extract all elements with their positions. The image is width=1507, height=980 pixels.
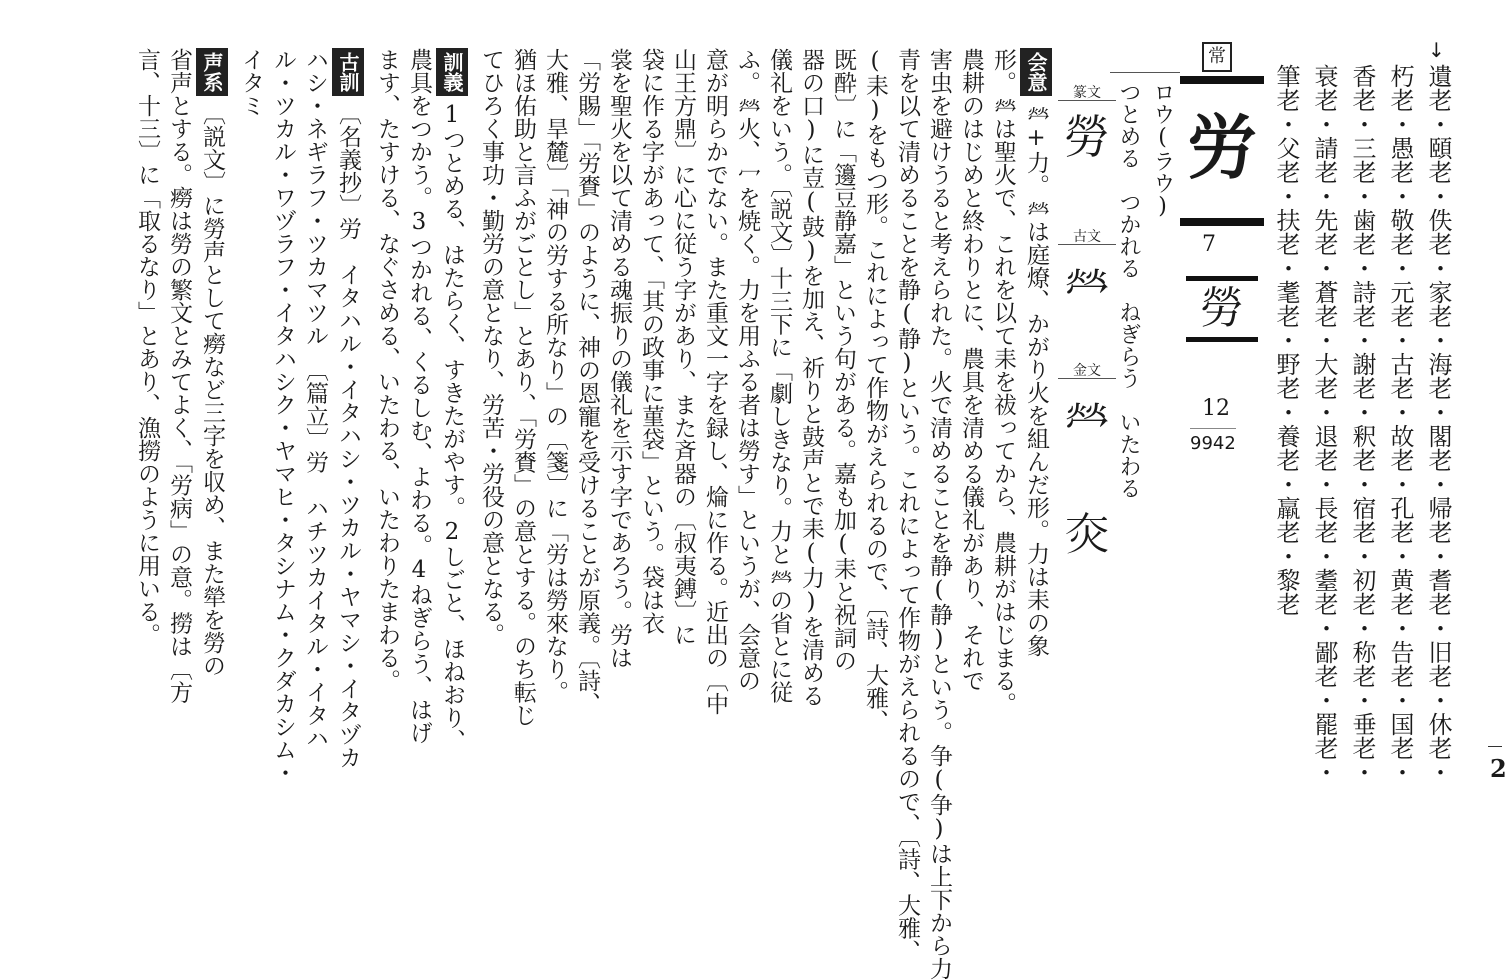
compound-column: 衰老・請老・先老・蒼老・大老・退老・長老・耋老・鄙老・罷老・ (1310, 64, 1338, 784)
text-line: てひろく事功・勤労の意となり、労苦・労役の意となる。 (478, 48, 504, 646)
text-line: ハシ・ネギラフ・ツカマツル 〔篇立〕労 ハチツカイタル・イタハ (302, 48, 328, 750)
text-line: 猶ほ佑助と言ふがごとし」とあり、「労賚」の意とする。のち転じ (510, 48, 536, 727)
text-line: 袋に作る字があって、「其の政事に菫袋」という。袋は衣 (638, 48, 664, 635)
text-line: 裳を聖火を以て清める魂振りの儀礼を示す字であろう。労は (606, 48, 632, 669)
page-number: 2 (1490, 754, 1507, 783)
kunyomi: つとめる つかれる ねぎらう いたわる (1116, 81, 1141, 499)
old-stroke-count: 12 (1202, 396, 1230, 421)
text-line: 青を以て清めることを静(静)という。これによって作物がえられるので、〔詩、大雅、 (894, 48, 920, 963)
compound-column: 朽老・愚老・敬老・元老・古老・故老・孔老・黄老・告老・国老・ (1386, 64, 1414, 784)
text-line: 害虫を避けうると考えられた。火で清めることを静(静)という。争(争)は上下から力 (926, 48, 952, 980)
form-label: 古文 (1073, 229, 1101, 245)
headword-block (1180, 32, 1270, 454)
compound-column: 遺老・頤老・佚老・家老・海老・閣老・帰老・耆老・旧老・休老・ (1424, 64, 1452, 784)
section-tag: 古訓 (332, 48, 364, 96)
section-tag: 会意 (1020, 48, 1052, 96)
compound-column: 筆老・父老・扶老・耄老・野老・養老・羸老・黎老 (1272, 64, 1300, 616)
section-kokun-line: 〔名義抄〕労 イタハル・イタハシ・ツカル・ヤマシ・イタヅカ (335, 102, 361, 769)
text-line: 器の口)に壴(鼓)を加え、祈りと鼓声とで耒(力)を清める (798, 48, 824, 707)
readings (1110, 72, 1180, 503)
section-seikei-line: 〔説文〕に勞声として癆など三字を収め、また犖を勞の (199, 102, 225, 677)
compound-list (1272, 40, 1462, 784)
text-line: 既酔〕に「籩豆静嘉」という句がある。嘉も加(耒と祝詞の (830, 48, 856, 672)
text-line: 山王方鼎〕に心に従う字があり、また斉器の〔叔夷鎛〕に (670, 48, 696, 646)
bronze-glyph: 𤇾 (1064, 390, 1110, 444)
text-line (1020, 48, 1052, 748)
onyomi: ロウ(ラウ) (1150, 81, 1175, 219)
headword-character: 労 (1187, 107, 1257, 189)
text-line: 儀礼をいう。〔説文〕十三下に「劇しきなり。力と𤇾の省とに従 (766, 48, 792, 704)
section-tag: 訓義 (436, 48, 468, 96)
section-kungi-line: 1つとめる、はたらく、すきたがやす。2しごと、ほねおり、 (439, 102, 465, 752)
text-line: イタミ (238, 48, 264, 117)
text-line (436, 48, 468, 752)
entry-code: 9942 (1190, 428, 1236, 454)
text-line: ル・ツカル・ワヅラフ・イタハシク・ヤマヒ・タシナム・クダカシム・ (270, 48, 296, 784)
text-line: ふ。𤇾火、冖を焼く。力を用ふる者は勞す」というが、会意の (734, 48, 760, 692)
text-line: 大雅、旱麓〕「神の労する所なり」の〔箋〕に「労は勞來なり。 (542, 48, 568, 704)
text-line (196, 48, 228, 748)
joyo-badge: 常 (1202, 42, 1232, 72)
text-line: 「労賜」「労賚」のように、神の恩寵を受けることが原義。〔詩、 (574, 48, 600, 715)
compound-column: 香老・三老・歯老・詩老・謝老・釈老・宿老・初老・称老・垂老・ (1348, 64, 1376, 784)
text-line: 農具をつかう。3つかれる、くるしむ、よわる。4ねぎらう、はげ (406, 48, 432, 744)
section-tag: 声系 (196, 48, 228, 96)
text-line (332, 48, 364, 769)
section-kaii-line: 𤇾+力。𤇾は庭燎、かがり火を組んだ形。力は耒の象 (1023, 102, 1049, 657)
text-line: (耒)をもつ形。これによって作物がえられるので、〔詩、大雅、 (862, 48, 888, 733)
page-edge-rule (1488, 746, 1502, 747)
text-line: ます、たすける、なぐさめる、いたわる、いたわりたまわる。 (374, 48, 400, 692)
text-line: 農耕のはじめと終わりとに、農具を清める儀礼があり、それで (958, 48, 984, 692)
form-label: 金文 (1073, 363, 1101, 379)
text-line: 意が明らかでない。また重文一字を録し、㷍に作る。近出の〔中 (702, 48, 728, 715)
arrow-down-icon: ↓ (1428, 38, 1445, 62)
script-forms (1058, 78, 1116, 638)
old-form-character: 勞 (1186, 276, 1258, 342)
text-line: 言、十三〕に「取るなり」とあり、漁撈のように用いる。 (134, 48, 160, 646)
text-line: 形。𤇾は聖火で、これを以て耒を祓ってから、農耕がはじまる。 (990, 48, 1016, 715)
ancient-glyph: 𤇾 (1064, 256, 1110, 310)
bronze-glyph: 𤆍 (1064, 508, 1110, 562)
seal-glyph: 勞 (1064, 110, 1110, 164)
form-label: 篆文 (1073, 85, 1101, 101)
stroke-count: 7 (1202, 232, 1216, 257)
text-line: 省声とする。癆は勞の繁文とみてよく、「労病」の意。撈は〔方 (166, 48, 192, 704)
